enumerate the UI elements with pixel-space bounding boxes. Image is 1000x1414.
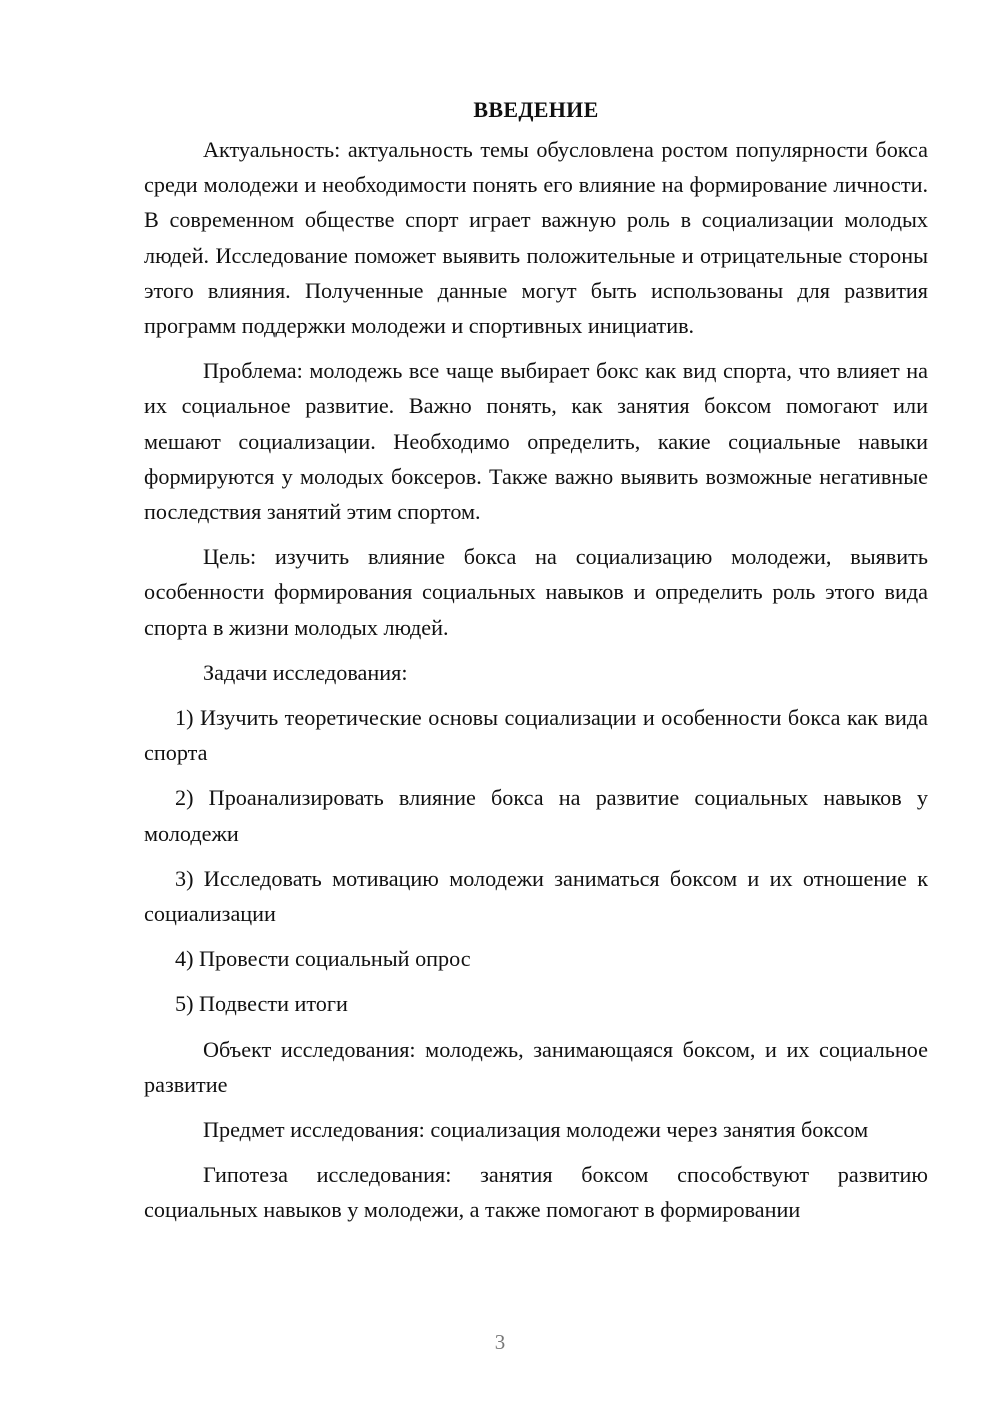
relevance-paragraph: Актуальность: актуальность темы обусловлена ростом популярности бокса среди молодежи и необходимости понять его влияние на формирование личности. В современном обществе спорт играет важную роль в социализации молодых людей. Исследование поможет выявить положительные и отрицательные стороны этого влияния. Полученные данные могут быть использованы для развития программ поддержки молодежи и спортивных инициатив. [144,137,928,339]
subject-paragraph: Предмет исследования: социализация молодежи через занятия боксом [203,1117,869,1143]
page-content [144,92,928,1238]
tasks-heading: Задачи исследования: [203,659,408,685]
task-item: 2) Проанализировать влияние бокса на развитие социальных навыков у молодежи [144,785,928,846]
task-item: 4) Провести социальный опрос [175,946,471,972]
page-title: ВВЕДЕНИЕ [473,97,599,122]
hypothesis-paragraph: Гипотеза исследования: занятия боксом способствуют развитию социальных навыков у молодежи, а также помогают в формировании [144,1162,928,1223]
goal-paragraph: Цель: изучить влияние бокса на социализацию молодежи, выявить особенности формирования социальных навыков и определить роль этого вида спорта в жизни молодых людей. [144,544,928,640]
task-item: 3) Исследовать мотивацию молодежи заниматься боксом и их отношение к социализации [144,865,928,927]
page-number: 3 [494,1330,506,1354]
problem-paragraph: Проблема: молодежь все чаще выбирает бокс как вид спорта, что влияет на их социальное развитие. Важно понять, как занятия боксом помогают или мешают социализации. Необходимо определить, какие социальные навыки формируются у молодых боксеров. Также важно выявить возможные негативные последствия занятий этим спортом. [144,358,928,525]
object-paragraph: Объект исследования: молодежь, занимающаяся боксом, и их социальное развитие [144,1036,928,1097]
task-item: 5) Подвести итоги [175,991,348,1017]
task-item: 1) Изучить теоретические основы социализации и особенности бокса как вида спорта [144,705,928,766]
